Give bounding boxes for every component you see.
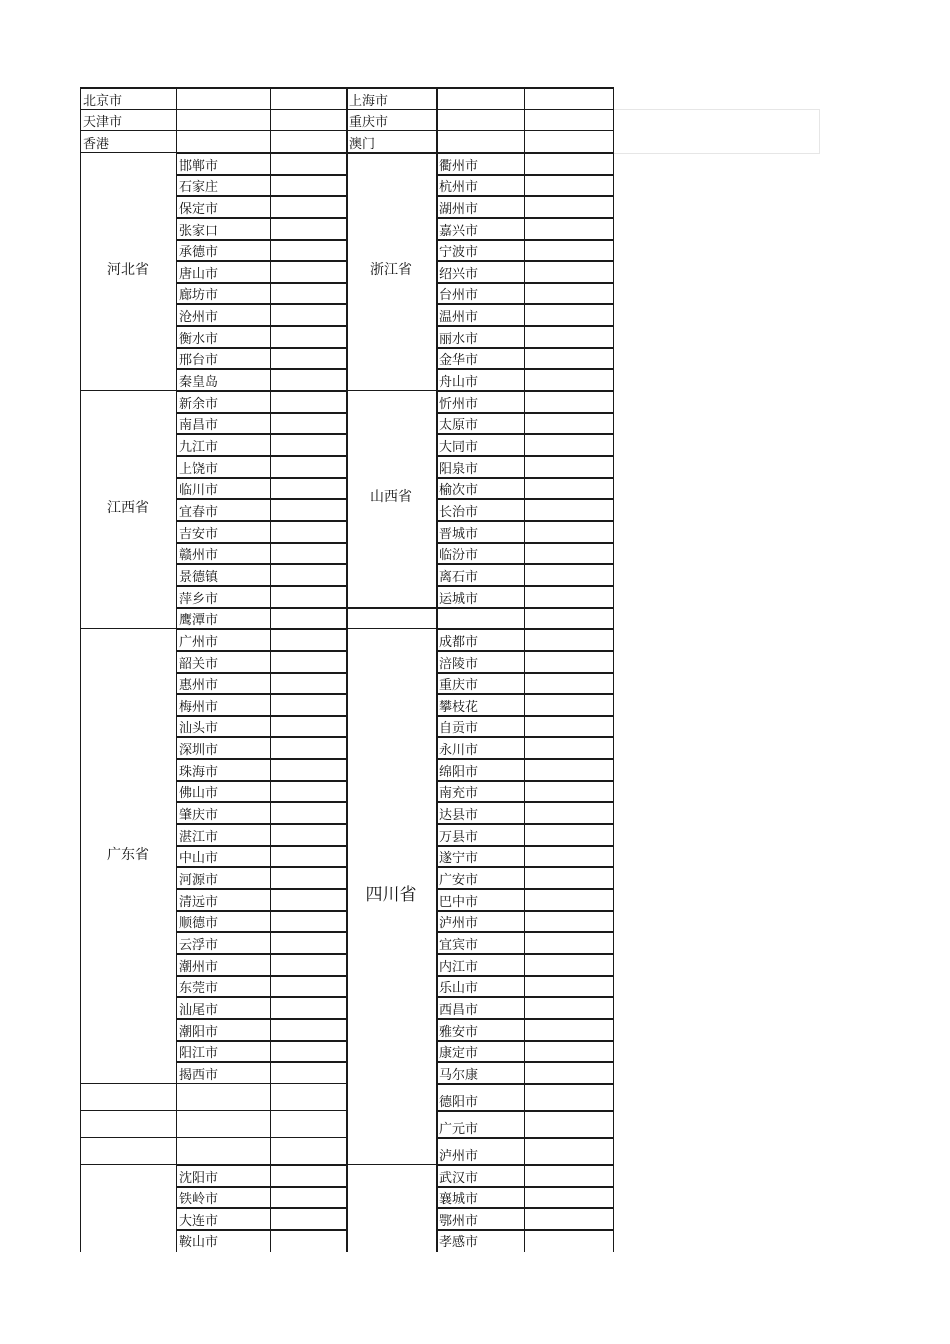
city-cell: 南充市 — [439, 786, 479, 801]
city-cell: 鞍山市 — [179, 1235, 219, 1250]
city-cell: 衢州市 — [439, 159, 479, 174]
city-cell: 泸州市 — [439, 916, 479, 931]
grid-line — [176, 390, 346, 392]
city-cell: 大连市 — [179, 1214, 219, 1229]
grid-line — [176, 888, 346, 890]
city-cell: 清远市 — [179, 895, 219, 910]
city-cell: 太原市 — [439, 418, 479, 433]
city-cell: 沈阳市 — [179, 1171, 219, 1186]
city-cell: 邢台市 — [179, 353, 219, 368]
city-cell: 潮州市 — [179, 960, 219, 975]
grid-line — [176, 455, 346, 457]
city-cell: 宜春市 — [179, 505, 219, 520]
city-cell: 南昌市 — [179, 418, 219, 433]
city-cell: 绍兴市 — [439, 267, 479, 282]
grid-line — [176, 607, 346, 609]
grid-line — [176, 845, 346, 847]
city-cell: 上饶市 — [179, 462, 219, 477]
city-cell: 铁岭市 — [179, 1192, 219, 1207]
grid-line — [176, 736, 346, 738]
grid-line — [176, 1040, 346, 1042]
grid-line — [176, 433, 346, 435]
city-cell: 自贡市 — [439, 721, 479, 736]
city-cell: 河源市 — [179, 873, 219, 888]
grid-line — [176, 628, 346, 630]
city-cell: 珠海市 — [179, 765, 219, 780]
municipality-cell: 重庆市 — [349, 115, 389, 130]
grid-line — [176, 801, 346, 803]
city-cell: 潮阳市 — [179, 1025, 219, 1040]
city-cell: 舟山市 — [439, 375, 479, 390]
city-cell: 沧州市 — [179, 310, 219, 325]
city-cell: 景德镇 — [179, 570, 219, 585]
city-cell: 涪陵市 — [439, 657, 479, 672]
city-cell: 武汉市 — [439, 1171, 479, 1186]
city-cell: 石家庄 — [179, 180, 219, 195]
city-cell: 永川市 — [439, 743, 479, 758]
province-label: 江西省 — [107, 500, 149, 516]
city-cell: 赣州市 — [179, 548, 219, 563]
empty-cell-region — [613, 109, 820, 154]
city-cell: 西昌市 — [439, 1003, 479, 1018]
grid-line — [176, 1018, 346, 1020]
city-cell: 德阳市 — [439, 1095, 479, 1110]
city-cell: 吉安市 — [179, 527, 219, 542]
city-cell: 衡水市 — [179, 332, 219, 347]
city-cell: 临汾市 — [439, 548, 479, 563]
city-cell: 阳泉市 — [439, 462, 479, 477]
city-cell: 唐山市 — [179, 267, 219, 282]
city-cell: 温州市 — [439, 310, 479, 325]
city-cell: 泸州市 — [439, 1149, 479, 1164]
city-cell: 肇庆市 — [179, 808, 219, 823]
grid-line — [176, 542, 346, 544]
city-cell: 承德市 — [179, 245, 219, 260]
grid-line — [80, 390, 176, 391]
grid-line — [176, 174, 346, 176]
grid-line — [176, 239, 346, 241]
municipality-cell: 上海市 — [349, 94, 389, 109]
grid-line — [176, 715, 346, 717]
city-cell: 东莞市 — [179, 981, 219, 996]
grid-line — [176, 780, 346, 782]
city-cell: 乐山市 — [439, 981, 479, 996]
grid-line — [176, 1207, 346, 1209]
city-cell: 绵阳市 — [439, 765, 479, 780]
city-cell: 运城市 — [439, 592, 479, 607]
city-cell: 马尔康 — [439, 1068, 479, 1083]
city-cell: 金华市 — [439, 353, 479, 368]
grid-line — [176, 1229, 346, 1231]
city-cell: 广州市 — [179, 635, 219, 650]
grid-line — [613, 87, 614, 1252]
grid-line — [176, 953, 346, 955]
grid-line — [176, 563, 346, 565]
city-cell: 台州市 — [439, 288, 479, 303]
grid-line — [176, 650, 346, 652]
grid-line — [436, 87, 438, 1252]
city-cell: 揭西市 — [179, 1068, 219, 1083]
grid-line — [176, 1164, 346, 1166]
grid-line — [346, 1164, 436, 1165]
city-cell: 巴中市 — [439, 895, 479, 910]
grid-line — [176, 87, 177, 1252]
grid-line — [346, 607, 613, 609]
grid-line — [176, 1186, 346, 1188]
municipality-cell: 香港 — [83, 137, 110, 152]
city-cell: 邯郸市 — [179, 159, 219, 174]
grid-line — [176, 368, 346, 370]
city-cell: 汕尾市 — [179, 1003, 219, 1018]
grid-line — [80, 1083, 346, 1084]
province-label: 广东省 — [107, 847, 149, 863]
city-cell: 忻州市 — [439, 397, 479, 412]
municipality-cell: 北京市 — [83, 94, 123, 109]
grid-line — [80, 1137, 346, 1138]
city-cell: 鄂州市 — [439, 1214, 479, 1229]
city-cell: 万县市 — [439, 830, 479, 845]
city-cell: 广安市 — [439, 873, 479, 888]
city-cell: 遂宁市 — [439, 851, 479, 866]
city-cell: 大同市 — [439, 440, 479, 455]
city-cell: 重庆市 — [439, 678, 479, 693]
city-cell: 湖州市 — [439, 202, 479, 217]
province-label: 山西省 — [370, 489, 412, 505]
grid-line — [176, 347, 346, 349]
city-cell: 深圳市 — [179, 743, 219, 758]
city-cell: 秦皇岛 — [179, 375, 219, 390]
city-cell: 雅安市 — [439, 1025, 479, 1040]
city-cell: 康定市 — [439, 1046, 479, 1061]
city-cell: 阳江市 — [179, 1046, 219, 1061]
grid-line — [80, 87, 81, 1252]
city-cell: 廊坊市 — [179, 288, 219, 303]
city-cell: 离石市 — [439, 570, 479, 585]
grid-line — [176, 260, 346, 262]
city-cell: 长治市 — [439, 505, 479, 520]
grid-line — [176, 672, 346, 674]
city-cell: 新余市 — [179, 397, 219, 412]
grid-line — [80, 628, 176, 629]
grid-line — [176, 412, 346, 414]
city-cell: 云浮市 — [179, 938, 219, 953]
province-label: 浙江省 — [370, 262, 412, 278]
grid-line — [176, 931, 346, 933]
city-cell: 成都市 — [439, 635, 479, 650]
grid-line — [80, 1110, 346, 1111]
grid-line — [176, 325, 346, 327]
city-cell: 梅州市 — [179, 700, 219, 715]
grid-line — [176, 585, 346, 587]
grid-line — [176, 217, 346, 219]
grid-line — [176, 1061, 346, 1063]
grid-line — [346, 628, 436, 629]
grid-line — [524, 87, 525, 1252]
grid-line — [176, 866, 346, 868]
city-cell: 湛江市 — [179, 830, 219, 845]
city-cell: 保定市 — [179, 202, 219, 217]
province-label: 河北省 — [107, 262, 149, 278]
grid-line — [176, 823, 346, 825]
city-cell: 丽水市 — [439, 332, 479, 347]
grid-line — [176, 975, 346, 977]
city-cell: 张家口 — [179, 224, 219, 239]
city-cell: 孝感市 — [439, 1235, 479, 1250]
grid-line — [346, 87, 348, 1252]
province-label: 四川省 — [365, 885, 417, 905]
city-cell: 韶关市 — [179, 657, 219, 672]
city-cell: 顺德市 — [179, 916, 219, 931]
grid-line — [80, 1164, 176, 1165]
city-cell: 鹰潭市 — [179, 613, 219, 628]
grid-line — [176, 303, 346, 305]
grid-line — [346, 152, 436, 154]
city-cell: 晋城市 — [439, 527, 479, 542]
grid-line — [270, 87, 271, 1252]
city-cell: 攀枝花 — [439, 700, 479, 715]
municipality-cell: 天津市 — [83, 115, 123, 130]
grid-line — [176, 520, 346, 522]
grid-line — [176, 693, 346, 695]
city-cell: 广元市 — [439, 1122, 479, 1137]
grid-line — [176, 996, 346, 998]
city-cell: 达县市 — [439, 808, 479, 823]
grid-line — [176, 498, 346, 500]
grid-line — [176, 195, 346, 197]
city-cell: 惠州市 — [179, 678, 219, 693]
grid-line — [176, 477, 346, 479]
city-cell: 嘉兴市 — [439, 224, 479, 239]
city-cell: 宜宾市 — [439, 938, 479, 953]
city-cell: 榆次市 — [439, 483, 479, 498]
grid-line — [176, 282, 346, 284]
city-cell: 九江市 — [179, 440, 219, 455]
city-cell: 内江市 — [439, 960, 479, 975]
municipality-cell: 澳门 — [349, 137, 376, 152]
grid-line — [176, 152, 346, 154]
grid-line — [80, 152, 176, 153]
city-cell: 汕头市 — [179, 721, 219, 736]
city-cell: 宁波市 — [439, 245, 479, 260]
city-cell: 临川市 — [179, 483, 219, 498]
grid-line — [176, 758, 346, 760]
city-cell: 中山市 — [179, 851, 219, 866]
city-cell: 萍乡市 — [179, 592, 219, 607]
city-cell: 杭州市 — [439, 180, 479, 195]
city-cell: 佛山市 — [179, 786, 219, 801]
city-cell: 襄城市 — [439, 1192, 479, 1207]
grid-line — [176, 910, 346, 912]
grid-line — [346, 390, 436, 391]
